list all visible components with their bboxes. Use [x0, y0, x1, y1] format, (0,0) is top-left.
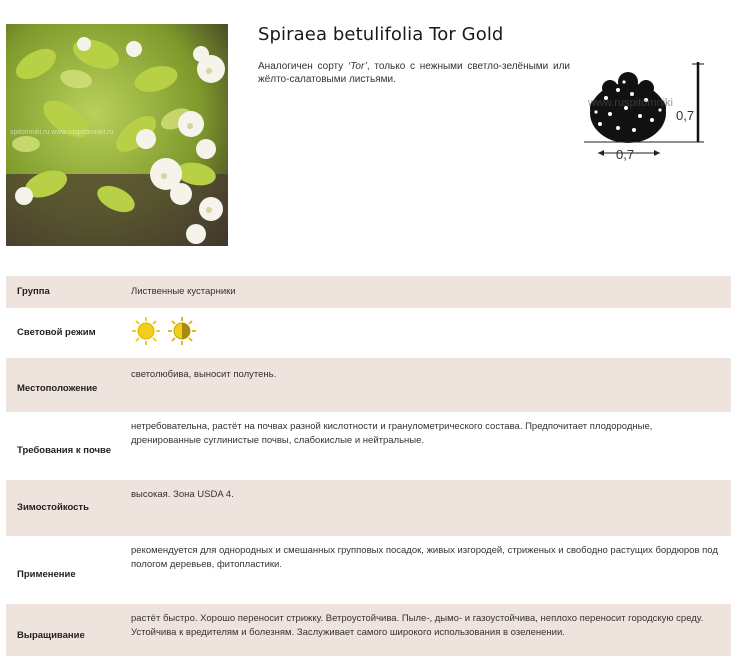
photo-watermark: spitomniki.ru www.ruspitomniki.ru — [10, 129, 114, 136]
property-value: светолюбива, выносит полутень. — [125, 358, 731, 412]
sun-icon — [131, 316, 161, 346]
shrub-silhouette-icon — [580, 58, 710, 164]
properties-table — [6, 276, 731, 656]
property-label: Выращивание — [6, 604, 125, 656]
spiraea-photo-image — [6, 24, 228, 246]
property-label: Зимостойкость — [6, 480, 125, 536]
page-title: Spiraea betulifolia Tor Gold — [258, 24, 504, 45]
property-value: нетребовательна, растёт на почвах разной кислотности и гранулометрического состава. Предпочитает плодородные, дренированные суглинистые почвы, слабокислые и нейтральные. — [131, 421, 653, 446]
property-row-hardiness — [6, 480, 731, 536]
plant-photo — [6, 24, 228, 246]
property-label: Требования к почве — [17, 445, 112, 456]
property-row-group — [6, 276, 731, 308]
width-label: 0,7 — [616, 147, 635, 162]
property-value: растёт быстро. Хорошо переносит стрижку. Ветроустойчива. Пыле-, дымо- и газоустойчива, неплохо переносит городскую среду. Устойчива к вредителям и болезням. Заслуживает самого широкого использования в озеленении. — [125, 604, 731, 656]
property-value-icons — [125, 308, 731, 358]
description-prefix: Аналогичен сорту — [258, 61, 348, 72]
property-row-light — [6, 308, 731, 358]
half-shade-icon — [167, 316, 197, 346]
property-row-soil — [6, 412, 731, 480]
size-diagram — [580, 58, 710, 164]
property-label: Местоположение — [6, 358, 125, 412]
property-value: Лиственные кустарники — [125, 276, 731, 308]
property-value: рекомендуется для однородных и смешанных групповых посадок, живых изгородей, стриженых и свободно растущих бордюров под пологом деревьев, фитопластики. — [131, 545, 718, 570]
height-label: 0,7 — [676, 108, 695, 123]
description-suffix: , только с нежными светло-зелёными или жёлто-салатовыми листьями. — [258, 61, 571, 85]
plant-description — [258, 60, 570, 86]
property-label: Группа — [6, 276, 125, 308]
property-label: Световой режим — [17, 327, 96, 338]
description-cultivar: ‘Tor’ — [347, 61, 367, 72]
property-row-growing — [6, 604, 731, 656]
property-row-usage — [6, 536, 731, 604]
property-value: высокая. Зона USDA 4. — [125, 480, 731, 536]
property-label: Применение — [17, 569, 76, 580]
property-row-location — [6, 358, 731, 412]
diagram-watermark: www.ruspitomniki — [588, 97, 673, 109]
